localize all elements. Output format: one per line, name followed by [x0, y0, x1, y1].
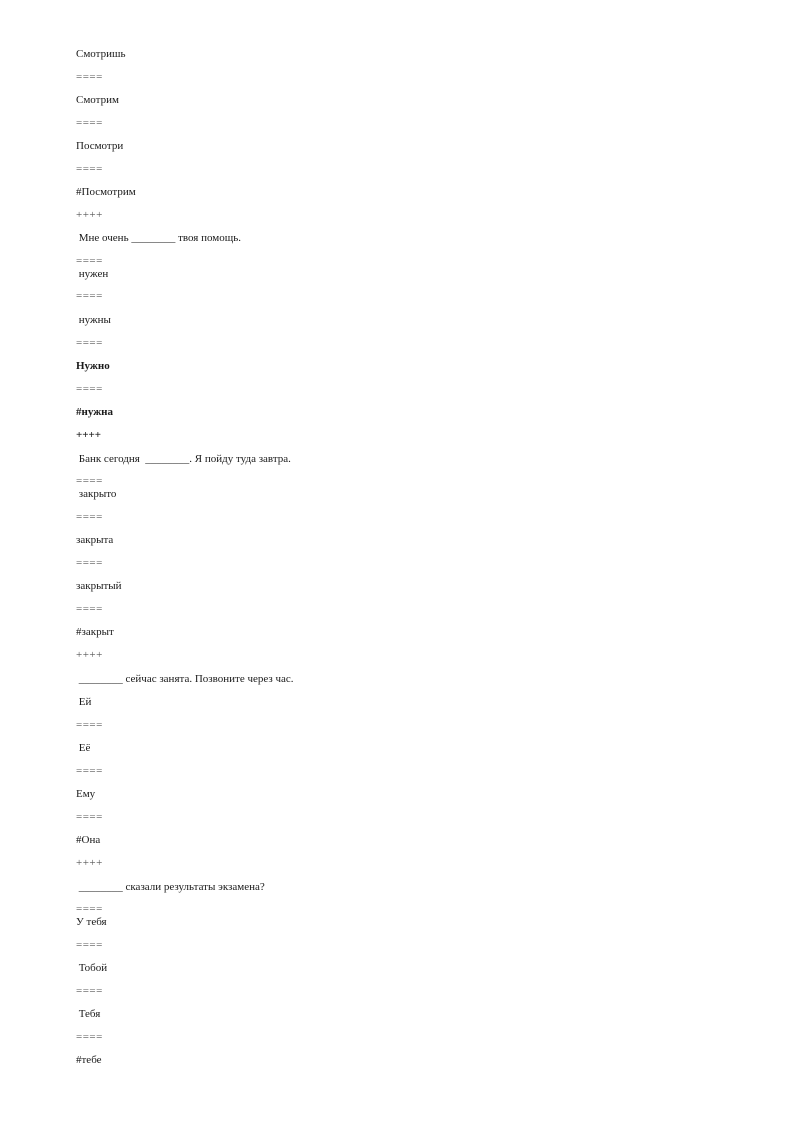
answer-option: нужен [76, 268, 109, 280]
answer-option: Смотрим [76, 94, 119, 106]
correct-answer: #тебе [76, 1054, 102, 1066]
answer-option: Ей [76, 696, 92, 708]
question-separator: ++++ [76, 857, 103, 869]
option-separator: ==== [76, 903, 103, 915]
question-text: Мне очень ________ твоя помощь. [76, 232, 241, 244]
option-separator: ==== [76, 255, 103, 267]
answer-option: нужны [76, 314, 111, 326]
correct-answer: #закрыт [76, 626, 114, 638]
answer-option: закрыто [76, 488, 117, 500]
correct-answer: #Посмотрим [76, 186, 136, 198]
answer-option: Нужно [76, 360, 110, 372]
question-separator: ++++ [76, 209, 103, 221]
answer-option: Её [76, 742, 91, 754]
question-separator: ++++ [76, 649, 103, 661]
question-text: Банк сегодня ________. Я пойду туда завтра. [76, 453, 291, 465]
correct-answer: #Она [76, 834, 101, 846]
option-separator: ==== [76, 511, 103, 523]
answer-option: Тобой [76, 962, 108, 974]
option-separator: ==== [76, 337, 103, 349]
option-separator: ==== [76, 71, 103, 83]
answer-option: У тебя [76, 916, 107, 928]
option-separator: ==== [76, 475, 103, 487]
answer-option: Тебя [76, 1008, 101, 1020]
answer-option: закрытый [76, 580, 122, 592]
answer-option: Посмотри [76, 140, 124, 152]
option-separator: ==== [76, 765, 103, 777]
option-separator: ==== [76, 557, 103, 569]
option-separator: ==== [76, 939, 103, 951]
question-text: ________ сказали результаты экзамена? [76, 881, 265, 893]
option-separator: ==== [76, 1031, 103, 1043]
option-separator: ==== [76, 383, 103, 395]
answer-option: Ему [76, 788, 96, 800]
option-separator: ==== [76, 163, 103, 175]
option-separator: ==== [76, 290, 103, 302]
question-separator: ++++ [76, 429, 102, 441]
answer-option: закрыта [76, 534, 114, 546]
option-separator: ==== [76, 117, 103, 129]
option-separator: ==== [76, 985, 103, 997]
question-text: ________ сейчас занята. Позвоните через час. [76, 673, 294, 685]
answer-option: Смотришь [76, 48, 126, 60]
correct-answer: #нужна [76, 406, 114, 418]
option-separator: ==== [76, 603, 103, 615]
option-separator: ==== [76, 719, 103, 731]
option-separator: ==== [76, 811, 103, 823]
